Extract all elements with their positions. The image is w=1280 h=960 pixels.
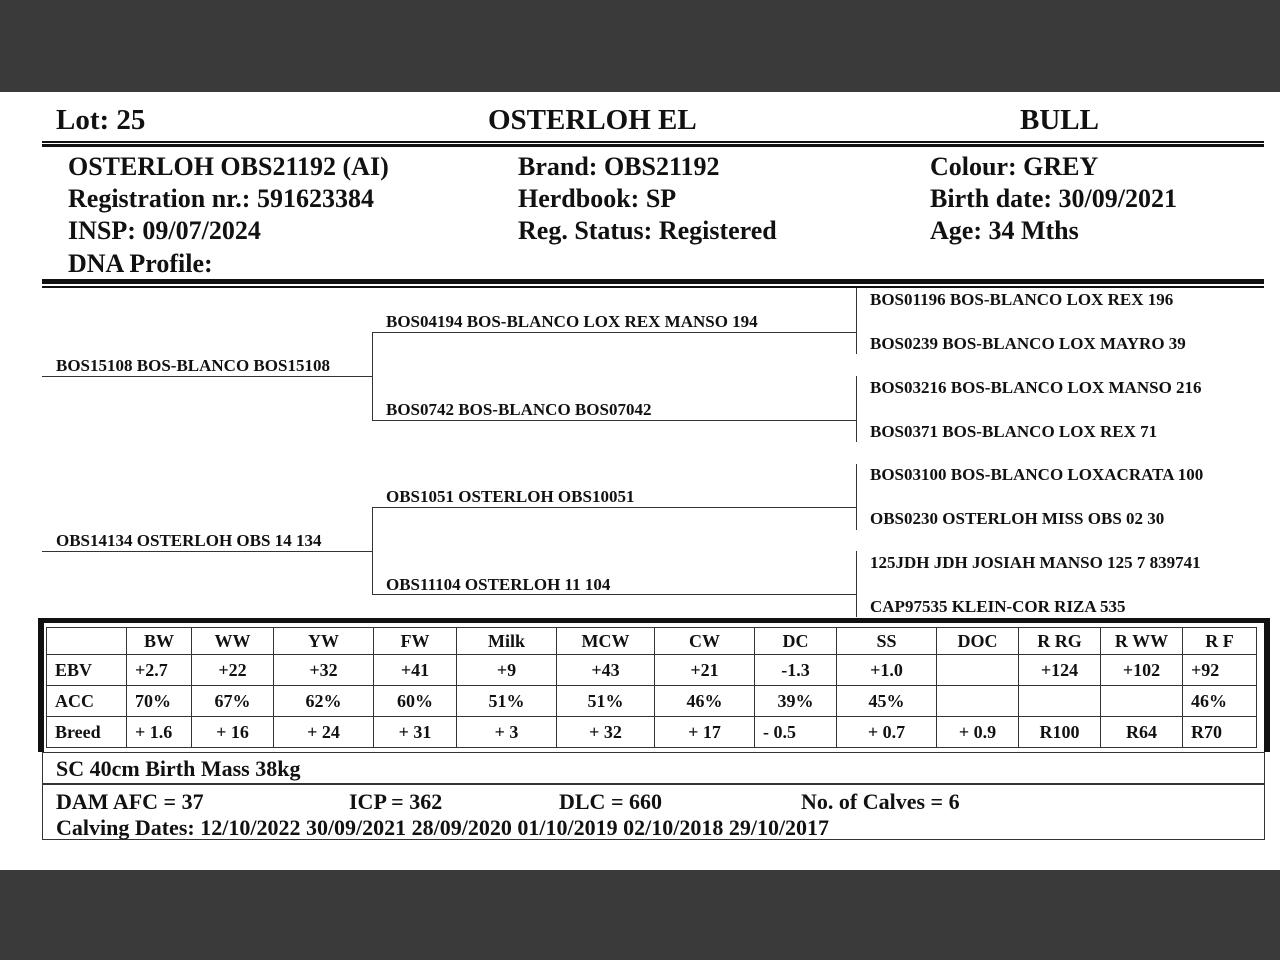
registration-number: Registration nr.: 591623384	[68, 184, 374, 213]
dna-profile: DNA Profile:	[68, 249, 213, 278]
dam-sire-line	[372, 507, 856, 508]
dam-dam-line	[372, 594, 856, 595]
pedigree-gg-4: BOS0371 BOS-BLANCO LOX REX 71	[870, 422, 1158, 441]
pedigree-dam-sire: OBS1051 OSTERLOH OBS10051	[386, 487, 635, 506]
table-cell: 62%	[274, 686, 374, 717]
ebv-header-row	[47, 628, 1257, 655]
pedigree-sire: BOS15108 BOS-BLANCO BOS15108	[56, 356, 330, 375]
pedigree-sire-sire: BOS04194 BOS-BLANCO LOX REX MANSO 194	[386, 312, 758, 331]
table-cell: +21	[655, 655, 755, 686]
sire-bracket	[372, 332, 373, 420]
table-cell: +1.0	[837, 655, 937, 686]
table-cell: +43	[557, 655, 655, 686]
gg-bracket-3	[856, 464, 857, 530]
table-cell: + 24	[274, 717, 374, 748]
brand: Brand: OBS21192	[518, 152, 720, 181]
header-cell: WW	[192, 628, 274, 655]
table-cell: 60%	[374, 686, 457, 717]
dam-afc: DAM AFC = 37	[56, 789, 204, 814]
lot-number: Lot: 25	[56, 104, 146, 136]
table-cell: -1.3	[755, 655, 837, 686]
header-cell: FW	[374, 628, 457, 655]
table-cell: +2.7	[127, 655, 192, 686]
table-cell: R100	[1019, 717, 1101, 748]
table-cell: + 1.6	[127, 717, 192, 748]
sc-birth-mass: SC 40cm Birth Mass 38kg	[56, 756, 301, 781]
header-cell: Milk	[457, 628, 557, 655]
pedigree-dam-dam: OBS11104 OSTERLOH 11 104	[386, 575, 611, 594]
row-label: EBV	[47, 655, 127, 686]
header-cell: MCW	[557, 628, 655, 655]
table-cell: +124	[1019, 655, 1101, 686]
gg-bracket-4	[856, 551, 857, 617]
animal-id: OSTERLOH OBS21192 (AI)	[68, 152, 389, 181]
number-of-calves: No. of Calves = 6	[801, 789, 960, 814]
header-rule	[42, 141, 1264, 147]
table-cell: + 32	[557, 717, 655, 748]
gg-bracket-1	[856, 288, 857, 354]
pedigree-gg-3: BOS03216 BOS-BLANCO LOX MANSO 216	[870, 378, 1202, 397]
breed-row	[47, 717, 1257, 748]
table-cell: 70%	[127, 686, 192, 717]
header-cell: SS	[837, 628, 937, 655]
calving-dates: Calving Dates: 12/10/2022 30/09/2021 28/09/2020 01/10/2019 02/10/2018 29/10/2017	[56, 815, 830, 840]
sire-dam-line	[372, 420, 856, 421]
table-cell: 51%	[557, 686, 655, 717]
header-cell: R F	[1183, 628, 1257, 655]
lot-sheet	[0, 92, 1280, 870]
header-cell: BW	[127, 628, 192, 655]
table-cell: - 0.5	[755, 717, 837, 748]
colour: Colour: GREY	[930, 152, 1099, 181]
table-cell: R64	[1101, 717, 1183, 748]
animal-name: OSTERLOH EL	[488, 104, 697, 136]
table-cell: + 3	[457, 717, 557, 748]
dam-line	[42, 551, 372, 552]
table-cell: +22	[192, 655, 274, 686]
age: Age: 34 Mths	[930, 216, 1079, 245]
table-cell: +9	[457, 655, 557, 686]
table-cell: 46%	[1183, 686, 1257, 717]
table-cell: + 16	[192, 717, 274, 748]
header-cell: YW	[274, 628, 374, 655]
table-cell: 45%	[837, 686, 937, 717]
reg-status: Reg. Status: Registered	[518, 216, 777, 245]
header-cell: R RG	[1019, 628, 1101, 655]
table-cell: + 31	[374, 717, 457, 748]
dam-bracket	[372, 507, 373, 594]
pedigree-gg-5: BOS03100 BOS-BLANCO LOXACRATA 100	[870, 465, 1204, 484]
pedigree-gg-6: OBS0230 OSTERLOH MISS OBS 02 30	[870, 509, 1165, 528]
sire-line	[42, 376, 372, 377]
table-cell: 51%	[457, 686, 557, 717]
header-cell: DOC	[937, 628, 1019, 655]
table-cell: R70	[1183, 717, 1257, 748]
header-cell: R WW	[1101, 628, 1183, 655]
herdbook: Herdbook: SP	[518, 184, 677, 213]
birth-date: Birth date: 30/09/2021	[930, 184, 1177, 213]
acc-row	[47, 686, 1257, 717]
table-cell: 67%	[192, 686, 274, 717]
info-rule	[42, 279, 1264, 288]
pedigree-dam: OBS14134 OSTERLOH OBS 14 134	[56, 531, 322, 550]
inspection-date: INSP: 09/07/2024	[68, 216, 261, 245]
pedigree-sire-dam: BOS0742 BOS-BLANCO BOS07042	[386, 400, 652, 419]
measurements-box	[42, 752, 1265, 784]
row-label: Breed	[47, 717, 127, 748]
table-cell: +102	[1101, 655, 1183, 686]
table-cell: 46%	[655, 686, 755, 717]
gg-bracket-2	[856, 376, 857, 442]
pedigree-gg-8: CAP97535 KLEIN-COR RIZA 535	[870, 597, 1126, 616]
row-label: ACC	[47, 686, 127, 717]
ebv-row	[47, 655, 1257, 686]
header-cell: CW	[655, 628, 755, 655]
ebv-table	[46, 627, 1257, 748]
pedigree-gg-1: BOS01196 BOS-BLANCO LOX REX 196	[870, 290, 1174, 309]
table-cell: + 17	[655, 717, 755, 748]
table-cell	[1019, 686, 1101, 717]
table-cell: +32	[274, 655, 374, 686]
pedigree-gg-2: BOS0239 BOS-BLANCO LOX MAYRO 39	[870, 334, 1186, 353]
icp: ICP = 362	[349, 789, 443, 814]
animal-sex: BULL	[1020, 104, 1099, 136]
header-cell: DC	[755, 628, 837, 655]
sire-sire-line	[372, 332, 856, 333]
dlc: DLC = 660	[559, 789, 662, 814]
pedigree-gg-7: 125JDH JDH JOSIAH MANSO 125 7 839741	[870, 553, 1201, 572]
table-cell: 39%	[755, 686, 837, 717]
header-cell	[47, 628, 127, 655]
table-cell	[1101, 686, 1183, 717]
table-cell: +92	[1183, 655, 1257, 686]
table-cell: + 0.7	[837, 717, 937, 748]
table-cell: +41	[374, 655, 457, 686]
table-cell	[937, 655, 1019, 686]
table-cell	[937, 686, 1019, 717]
table-cell: + 0.9	[937, 717, 1019, 748]
dam-box	[42, 784, 1265, 840]
